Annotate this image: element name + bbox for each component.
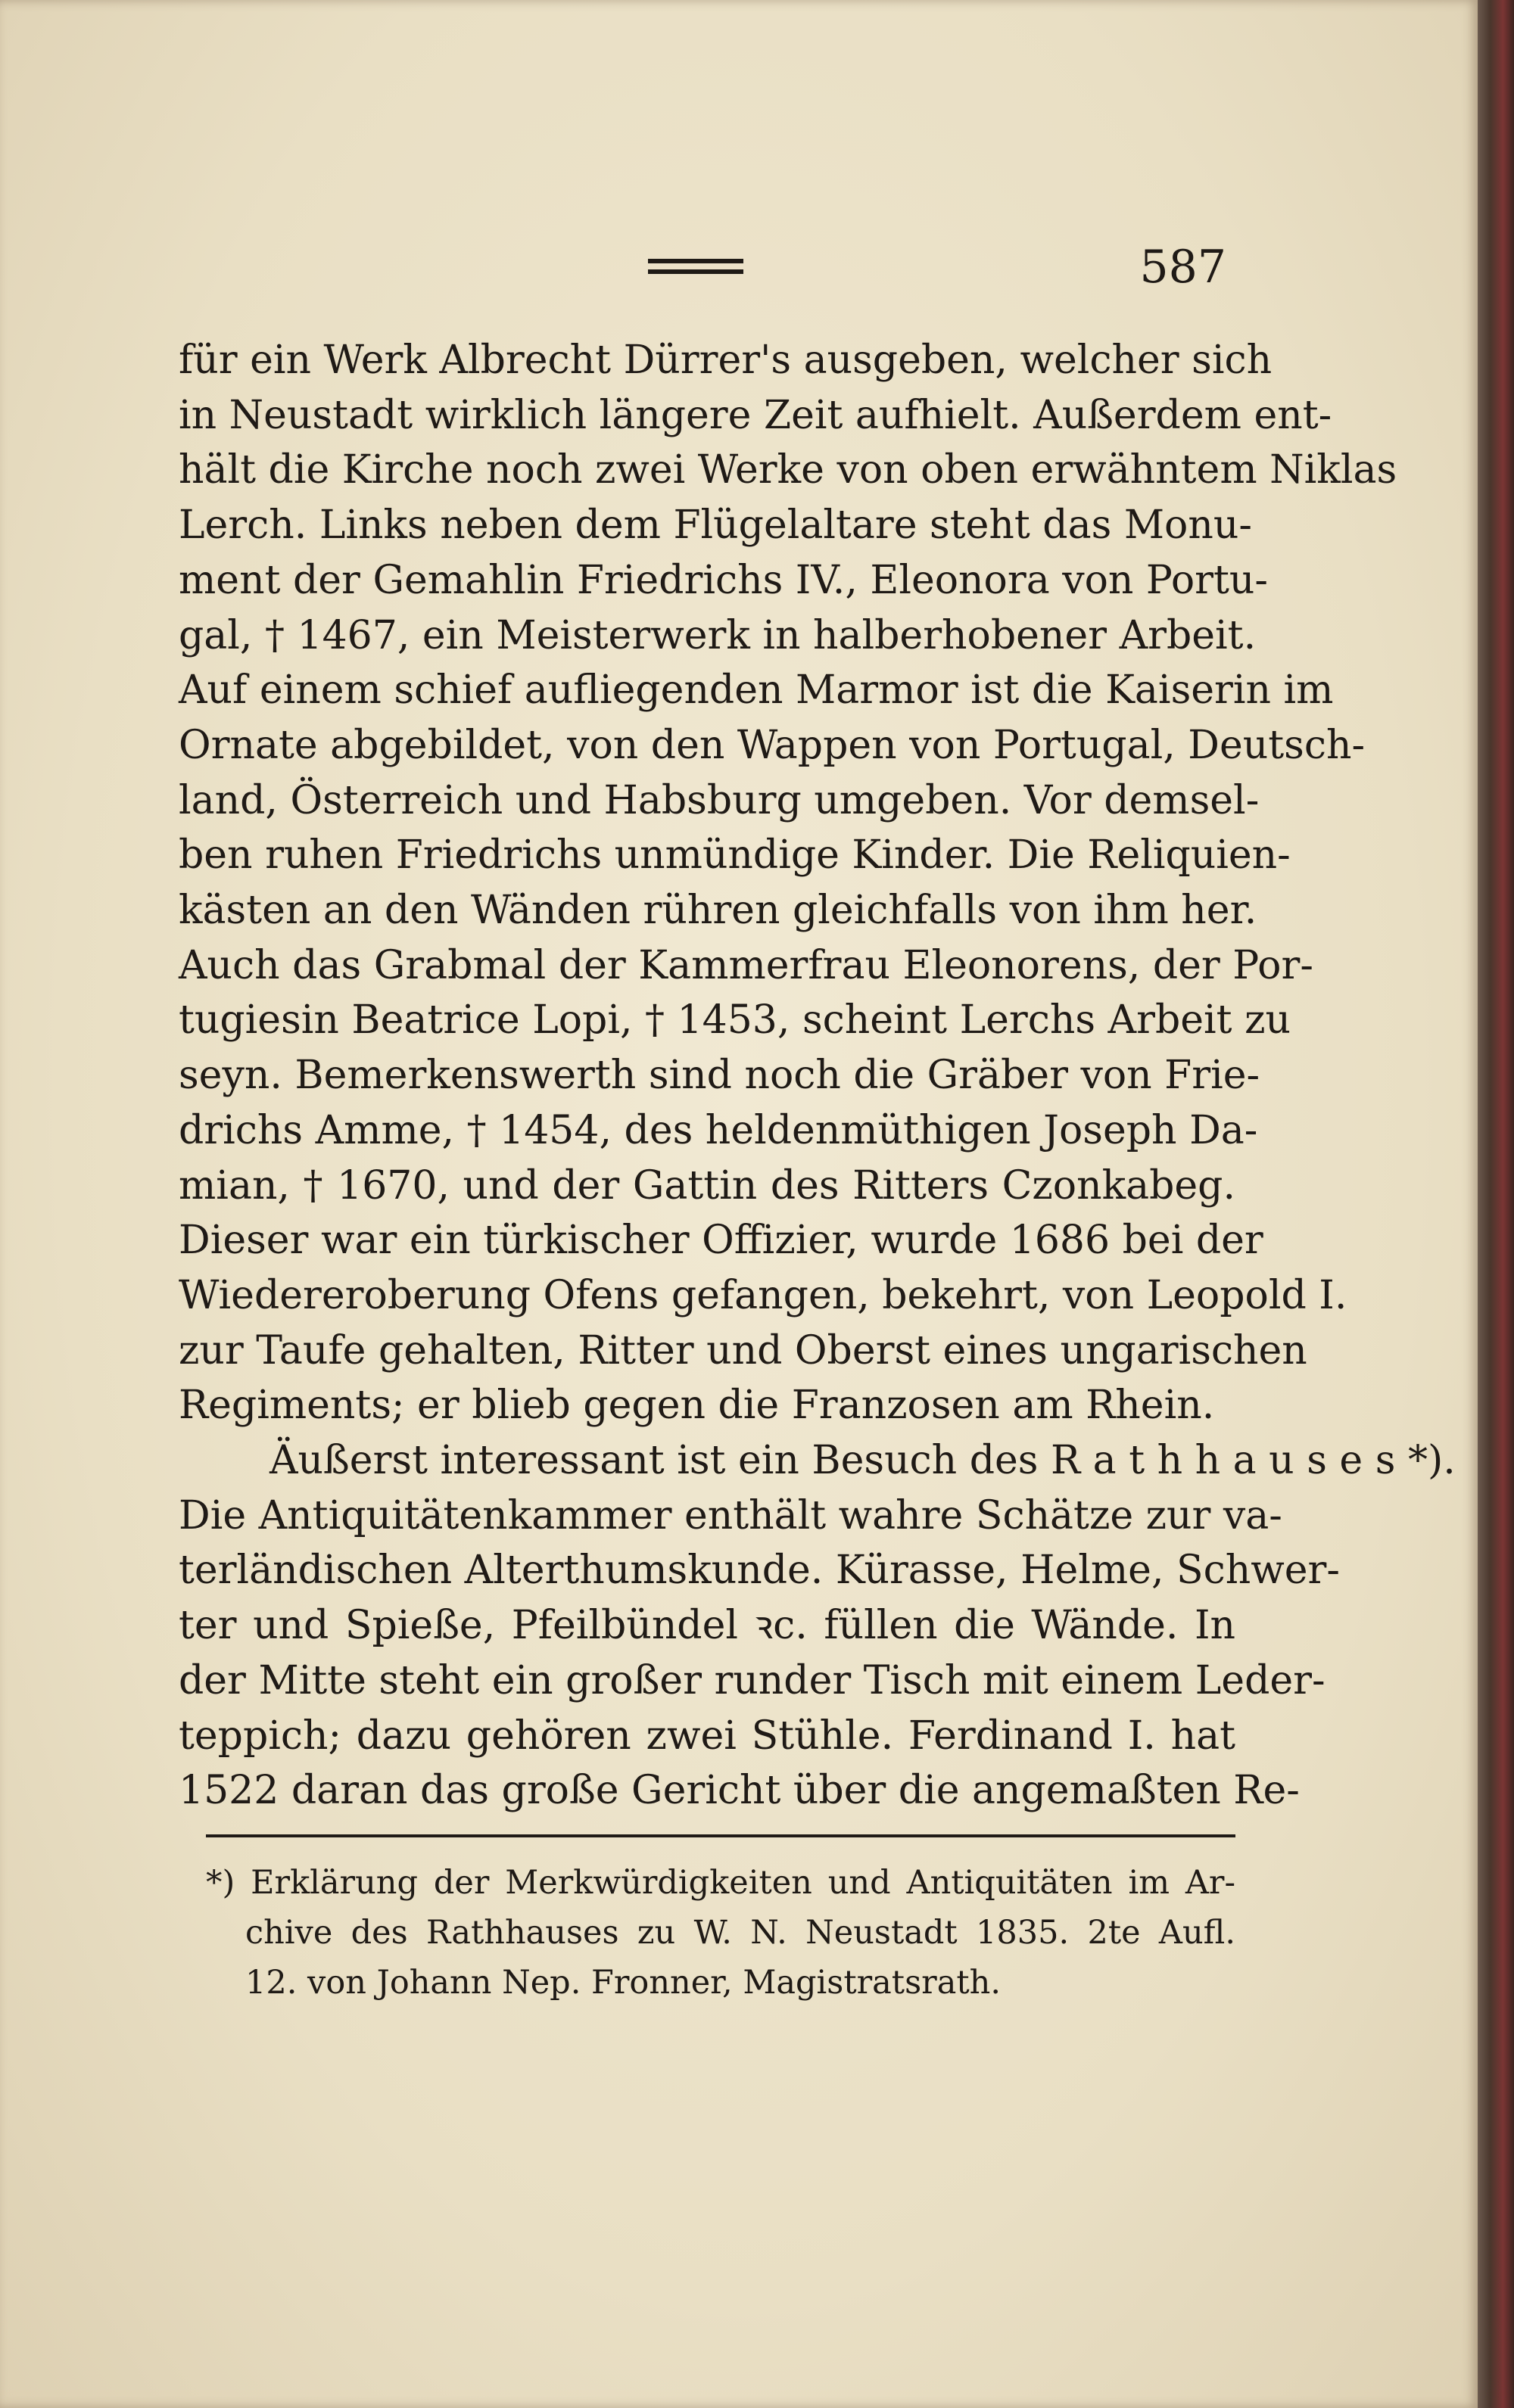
footnote-line: *) Erklärung der Merkwürdigkeiten und Antiquitäten im Ar-	[206, 1864, 1235, 1902]
text-line: zur Taufe gehalten, Ritter und Oberst eines ungarischen	[179, 1327, 1307, 1374]
text-line: Auch das Grabmal der Kammerfrau Eleonorens, der Por-	[179, 942, 1313, 988]
footnote	[206, 1858, 1235, 2008]
text-line: für ein Werk Albrecht Dürrer's ausgeben, welcher sich	[179, 338, 1273, 383]
text-line: 1522 daran das große Gericht über die angemaßten Re-	[179, 1768, 1300, 1814]
text-line: der Mitte steht ein großer runder Tisch mit einem Leder-	[179, 1657, 1326, 1703]
text-line-paragraph-start: Äußerst interessant ist ein Besuch des R a t h h a u s e s *).	[269, 1438, 1456, 1484]
footnote-line: 12. von Johann Nep. Fronner, Magistratsrath.	[245, 1964, 1001, 2002]
text-line: seyn. Bemerkenswerth sind noch die Gräber von Frie-	[179, 1053, 1260, 1099]
footnote-separator	[206, 1834, 1235, 1837]
text-line: kästen an den Wänden rühren gleichfalls von ihm her.	[179, 888, 1257, 934]
text-line: in Neustadt wirklich längere Zeit aufhielt. Außerdem ent-	[179, 392, 1332, 438]
text-line: Auf einem schief aufliegenden Marmor ist die Kaiserin im	[179, 667, 1334, 714]
text-line: Ornate abgebildet, von den Wappen von Portugal, Deutsch-	[179, 722, 1366, 768]
body-text	[179, 333, 1456, 1818]
text-line: ben ruhen Friedrichs unmündige Kinder. Die Reliquien-	[179, 832, 1291, 879]
text-line: mian, † 1670, und der Gattin des Ritters Czonkabeg.	[179, 1162, 1235, 1209]
text-line: Lerch. Links neben dem Flügelaltare steht das Monu-	[179, 502, 1252, 549]
text-line: tugiesin Beatrice Lopi, † 1453, scheint Lerchs Arbeit zu	[179, 997, 1291, 1044]
page-number: 587	[1139, 241, 1226, 294]
footnote-line: chive des Rathhauses zu W. N. Neustadt 1835. 2te Aufl.	[245, 1914, 1235, 1952]
text-line: teppich; dazu gehören zwei Stühle. Ferdinand I. hat	[179, 1713, 1235, 1759]
text-line: drichs Amme, † 1454, des heldenmüthigen Joseph Da-	[179, 1107, 1258, 1153]
text-line: Die Antiquitätenkammer enthält wahre Schätze zur va-	[179, 1492, 1282, 1538]
text-line: Regiments; er blieb gegen die Franzosen am Rhein.	[179, 1383, 1215, 1429]
text-line: Dieser war ein türkischer Offizier, wurde 1686 bei der	[179, 1218, 1263, 1264]
header-ornament-rule	[648, 259, 743, 274]
text-line: ment der Gemahlin Friedrichs IV., Eleonora von Portu-	[179, 557, 1268, 603]
text-line: terländischen Alterthumskunde. Kürasse, Helme, Schwer-	[179, 1548, 1340, 1594]
text-line: gal, † 1467, ein Meisterwerk in halberhobener Arbeit.	[179, 612, 1257, 658]
text-line: Wiedereroberung Ofens gefangen, bekehrt, von Leopold I.	[179, 1272, 1347, 1318]
book-spine-edge	[1478, 0, 1514, 2408]
text-line: ter und Spieße, Pfeilbündel ꝛc. füllen die Wände. In	[179, 1603, 1235, 1649]
text-line: land, Österreich und Habsburg umgeben. Vor demsel-	[179, 777, 1260, 823]
text-line: hält die Kirche noch zwei Werke von oben erwähntem Niklas	[179, 447, 1397, 493]
